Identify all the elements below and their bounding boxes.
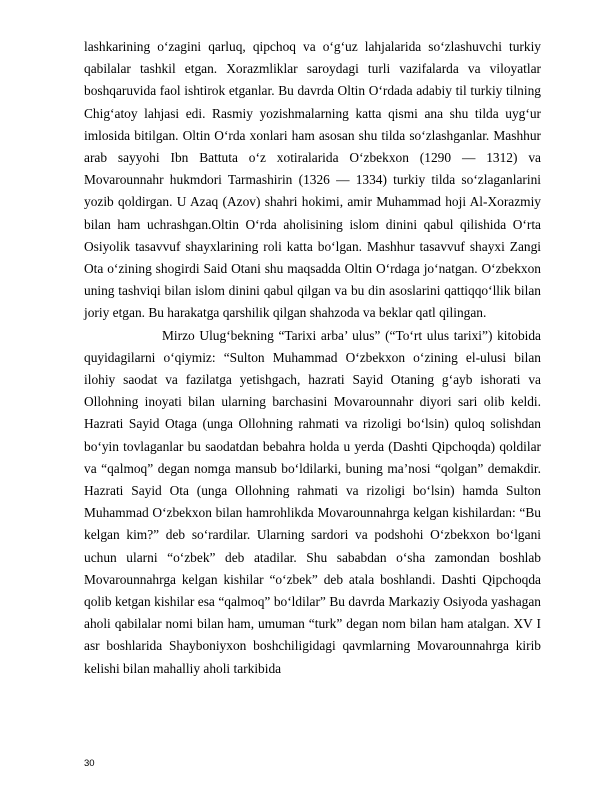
page-number: 30 (84, 758, 95, 769)
paragraph-2: Mirzo Ulug‘bekning “Tarixi arba’ ulus” (“To‘rt ulus tarixi”) kitobida quyidagilarni o‘qiymiz: “Sulton Muhammad O‘zbekxon o‘zining el-ulusi bilan ilohiy saodat va fazilatga yetishgach, hazrati Sayid Otaning g‘ayb ishorati va Ollohning inoyati bilan ularning barchasini Movarounnahr diyori sari olib keldi. Hazrati Sayid Otaga (unga Ollohning rahmati va rizoligi bo‘lsin) quloq solishdan bo‘yin tovlaganlar bu saodatdan bebahra holda u yerda (Dashti Qipchoqda) qoldilar va “qalmoq” degan nomga mansub bo‘ldilarki, buning ma’nosi “qolgan” demakdir. Hazrati Sayid Ota (unga Ollohning rahmati va rizoligi bo‘lsin) hamda Sulton Muhammad O‘zbekxon bilan hamrohlikda Movarounnahrga kelgan kishilardan: “Bu kelgan kim?” deb so‘rardilar. Ularning sardori va podshohi O‘zbekxon bo‘lgani uchun ularni “o‘zbek” deb atadilar. Shu sababdan o‘sha zamondan boshlab Movarounnahrga kelgan kishilar “o‘zbek” deb atala boshlandi. Dashti Qipchoqda qolib ketgan kishilar esa “qalmoq” bo‘ldilar” Bu davrda Markaziy Osiyoda yashagan aholi qabilalar nomi bilan ham, umuman “turk” degan nom bilan ham atalgan. XV I asr boshlarida Shayboniyxon boshchiligidagi qavmlarning Movarounnahrga kirib kelishi bilan mahalliy aholi tarkibida (84, 327, 541, 676)
document-body (84, 36, 541, 680)
paragraph-1: lashkarining o‘zagini qarluq, qipchoq va o‘g‘uz lahjalarida so‘zlashuvchi turkiy qabilalar tashkil etgan. Xorazmliklar saroydagi turli vazifalarda va viloyatlar boshqaruvida faol ishtirok etganlar. Bu davrda Oltin O‘rdada adabiy til turkiy tilning Chig‘atoy lahjasi edi. Rasmiy yozishmalarning katta qismi ana shu tilda uyg‘ur imlosida bitilgan. Oltin O‘rda xonlari ham asosan shu tilda so‘zlashganlar. Mashhur arab sayyohi Ibn Battuta o‘z xotiralarida O‘zbekxon (1290 — 1312) va Movarounnahr hukmdori Tarmashirin (1326 — 1334) turkiy tilda so‘zlaganlarini yozib qoldirgan. U Azaq (Azov) shahri hokimi, amir Muhammad hoji Al-Xorazmiy bilan ham uchrashgan.Oltin O‘rda aholisining islom dinini qabul qilishida O‘rta Osiyolik tasavvuf shayxlarining roli katta bo‘lgan. Mashhur tasavvuf shayxi Zangi Ota o‘zining shogirdi Said Otani shu maqsadda Oltin O‘rdaga jo‘natgan. O‘zbekxon uning tashviqi bilan islom dinini qabul qilgan va bu din asoslarini qattiqqo‘llik bilan joriy etgan. Bu harakatga qarshilik qilgan shahzoda va beklar qatl qilingan. (84, 39, 541, 321)
